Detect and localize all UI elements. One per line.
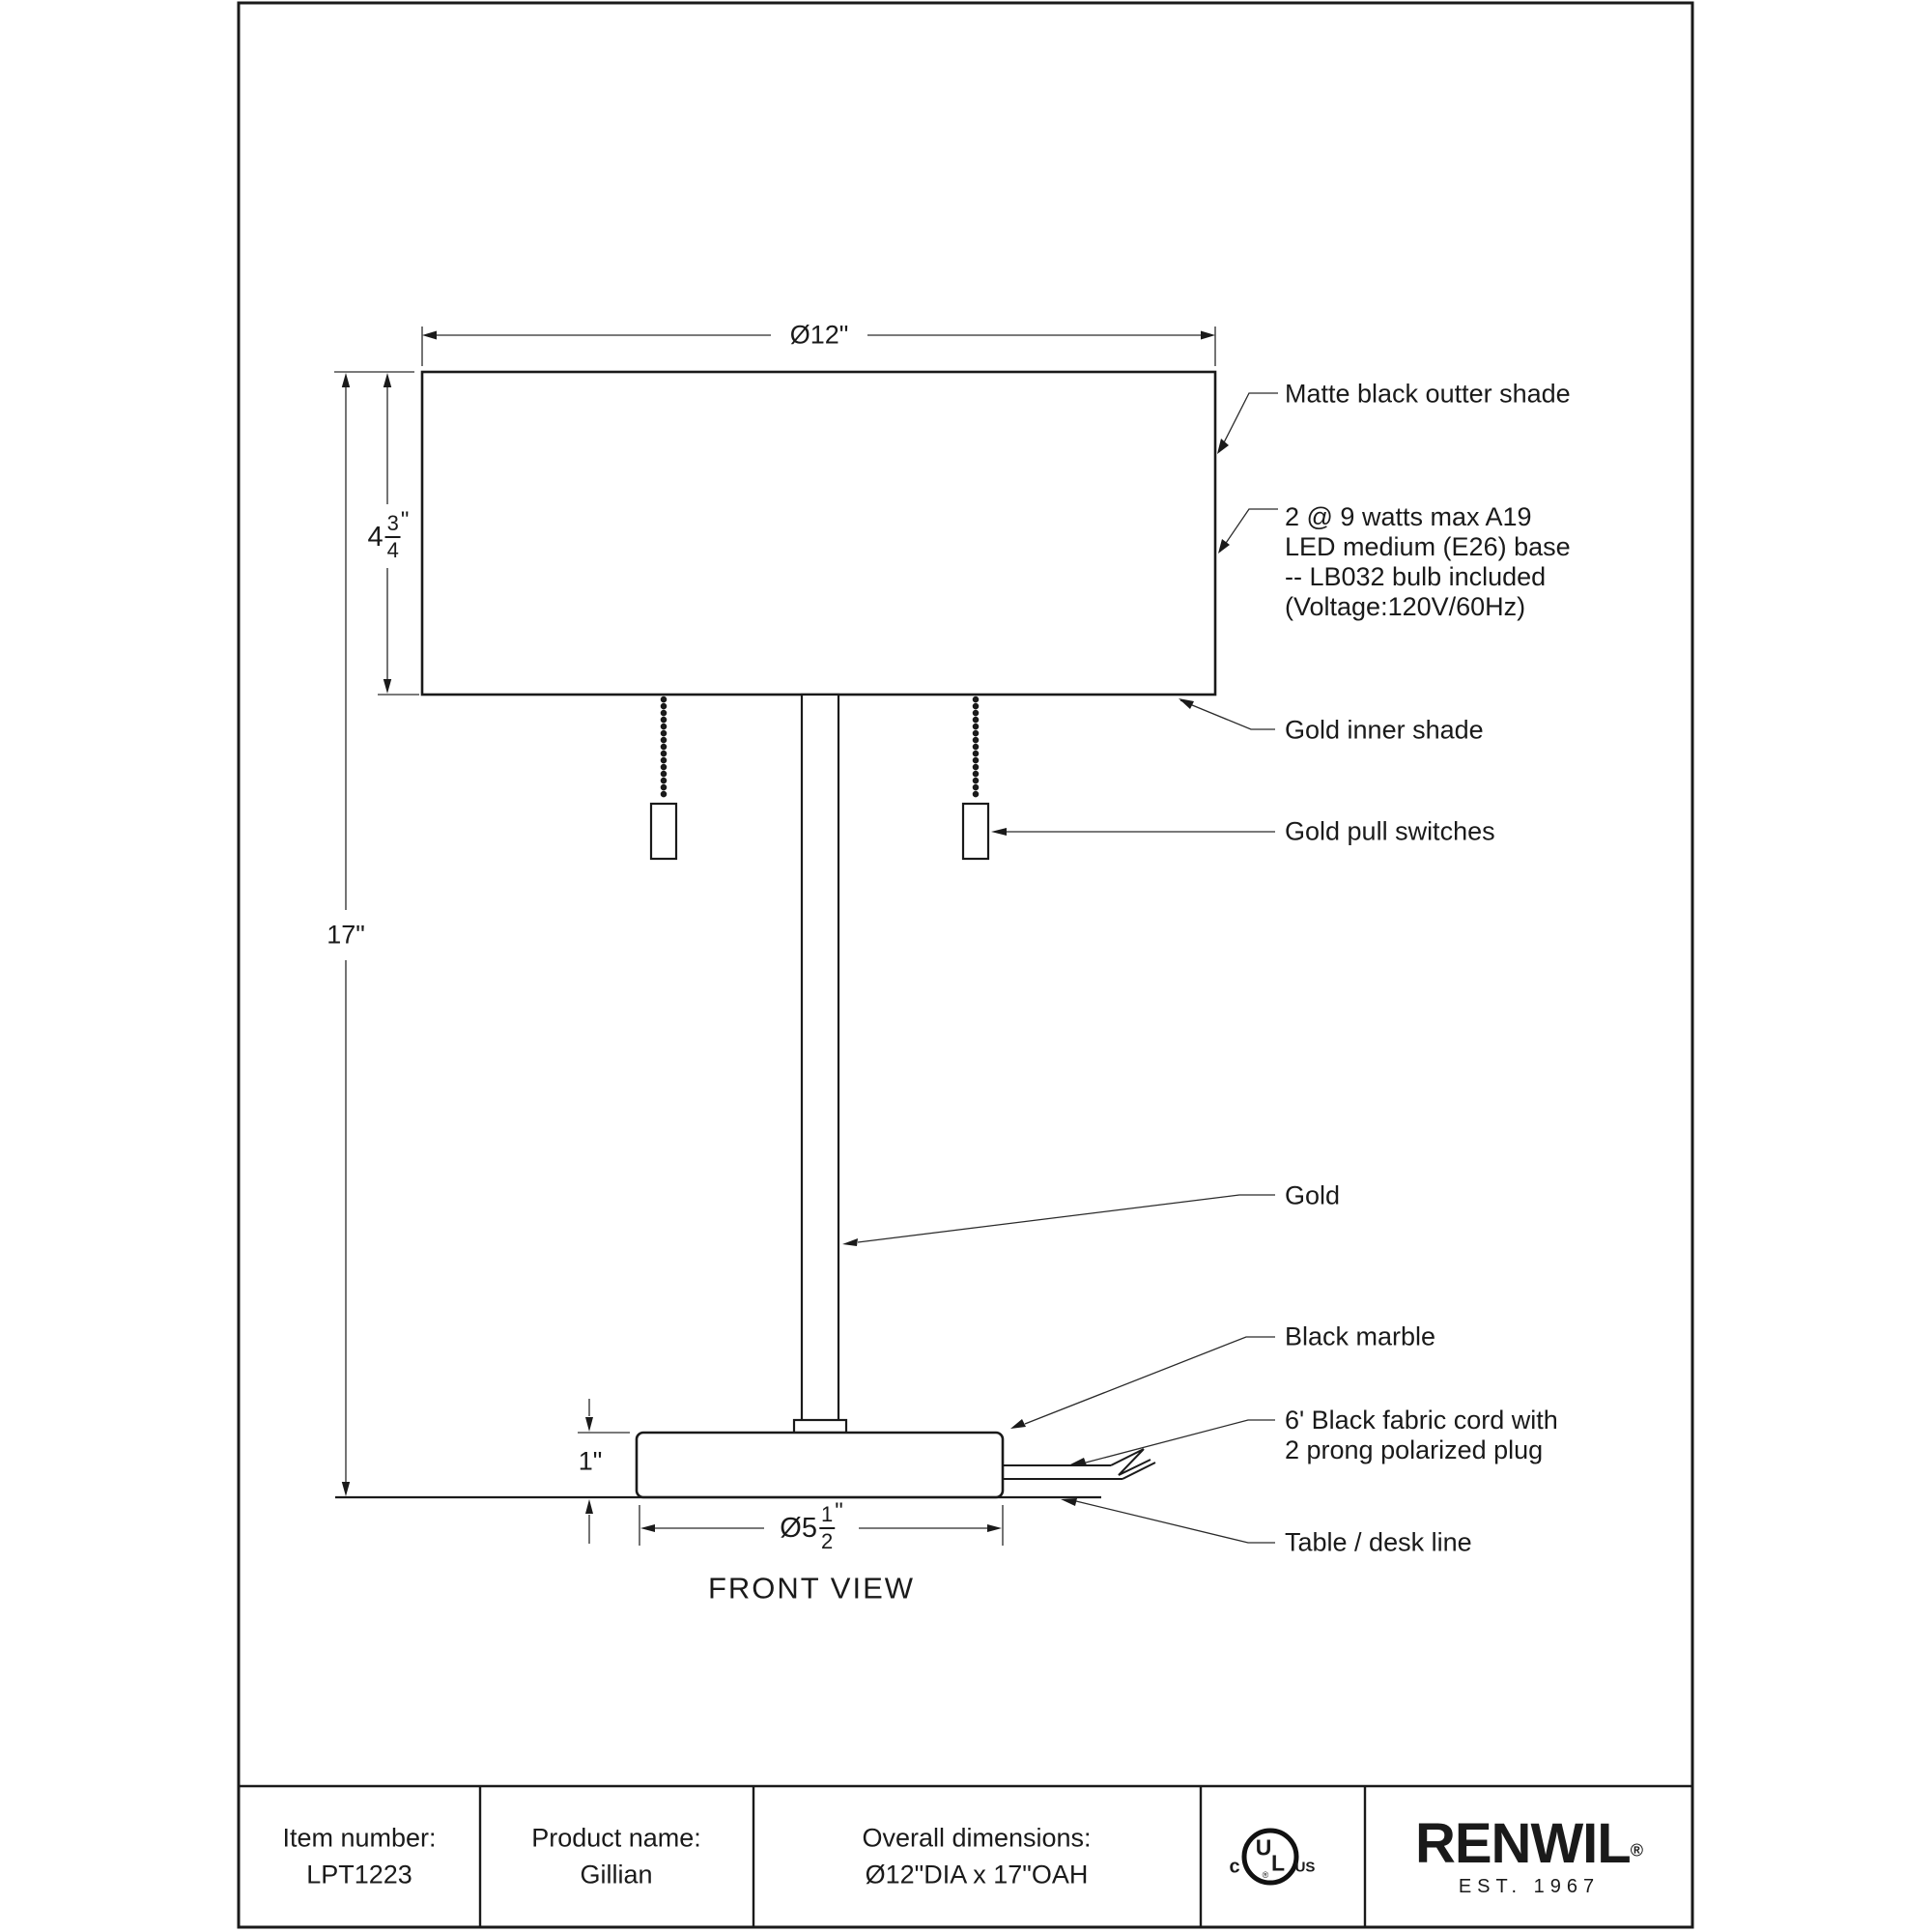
dim-base-height: 1": [573, 1447, 609, 1477]
ul-c-label: c: [1229, 1856, 1240, 1878]
annotation-cord-line2: 2 prong polarized plug: [1285, 1435, 1544, 1464]
base-outline: [637, 1433, 1003, 1497]
annotation-base: Black marble: [1285, 1321, 1436, 1351]
dim-base-diameter-fraction: [819, 1504, 835, 1552]
annotation-stem: Gold: [1285, 1180, 1341, 1210]
stem-collar: [794, 1420, 846, 1433]
annotation-bulb-line1: 2 @ 9 watts max A19: [1285, 502, 1532, 531]
annotation-cord-line1: 6' Black fabric cord with: [1285, 1406, 1558, 1435]
stem-outline: [802, 695, 838, 1422]
brand-registered-symbol: ®: [1630, 1840, 1643, 1861]
brand-established: EST. 1967: [1458, 1876, 1601, 1897]
annotation-bulb-line2: LED medium (E26) base: [1285, 532, 1571, 561]
product-name-label: Product name:: [531, 1823, 701, 1853]
brand-logo: [1365, 1812, 1693, 1898]
ul-registered-symbol: ®: [1262, 1870, 1269, 1880]
annotation-pull-switches: Gold pull switches: [1285, 816, 1495, 846]
brand-name: RENWIL: [1414, 1812, 1631, 1875]
annotation-bulb-line4: (Voltage:120V/60Hz): [1285, 592, 1526, 621]
shade-outline: [422, 372, 1215, 695]
dim-base-diameter-den: 2: [820, 1529, 834, 1553]
overall-dimensions-value: Ø12"DIA x 17"OAH: [865, 1860, 1089, 1889]
annotation-inner-shade: Gold inner shade: [1285, 715, 1484, 745]
view-label: FRONT VIEW: [707, 1571, 916, 1605]
item-number-label: Item number:: [282, 1823, 437, 1853]
annotation-table-line: Table / desk line: [1285, 1527, 1472, 1557]
annotation-outer-shade: Matte black outter shade: [1285, 379, 1571, 409]
dim-shade-height-unit: ": [400, 507, 410, 533]
page-border: [239, 3, 1692, 1927]
ul-us-label: US: [1294, 1859, 1316, 1876]
pull-switch-left: [651, 804, 676, 859]
pull-switch-right: [963, 804, 988, 859]
annotation-bulb: [1285, 502, 1571, 622]
dim-shade-height-whole: 4: [367, 521, 384, 553]
ul-u-letter: U: [1255, 1834, 1272, 1861]
dim-base-diameter-unit: ": [835, 1498, 843, 1524]
overall-dimensions-label: Overall dimensions:: [862, 1823, 1092, 1853]
dim-shade-diameter: Ø12": [784, 321, 855, 351]
dim-base-diameter-whole: Ø5: [780, 1512, 817, 1544]
dim-overall-height: 17": [321, 921, 371, 951]
dim-shade-height-num: 3: [385, 513, 401, 538]
product-name-value: Gillian: [580, 1860, 653, 1889]
lamp-outline: [422, 372, 1215, 1497]
annotation-bulb-line3: -- LB032 bulb included: [1285, 562, 1547, 591]
dim-base-diameter: [775, 1498, 847, 1553]
dim-base-diameter-num: 1: [819, 1504, 835, 1529]
annotation-cord: [1285, 1406, 1558, 1465]
dim-shade-height: [363, 507, 414, 562]
ul-l-letter: L: [1270, 1850, 1286, 1876]
dim-shade-height-fraction: [385, 513, 401, 561]
dim-shade-height-den: 4: [386, 538, 399, 562]
item-number-value: LPT1223: [306, 1860, 412, 1889]
